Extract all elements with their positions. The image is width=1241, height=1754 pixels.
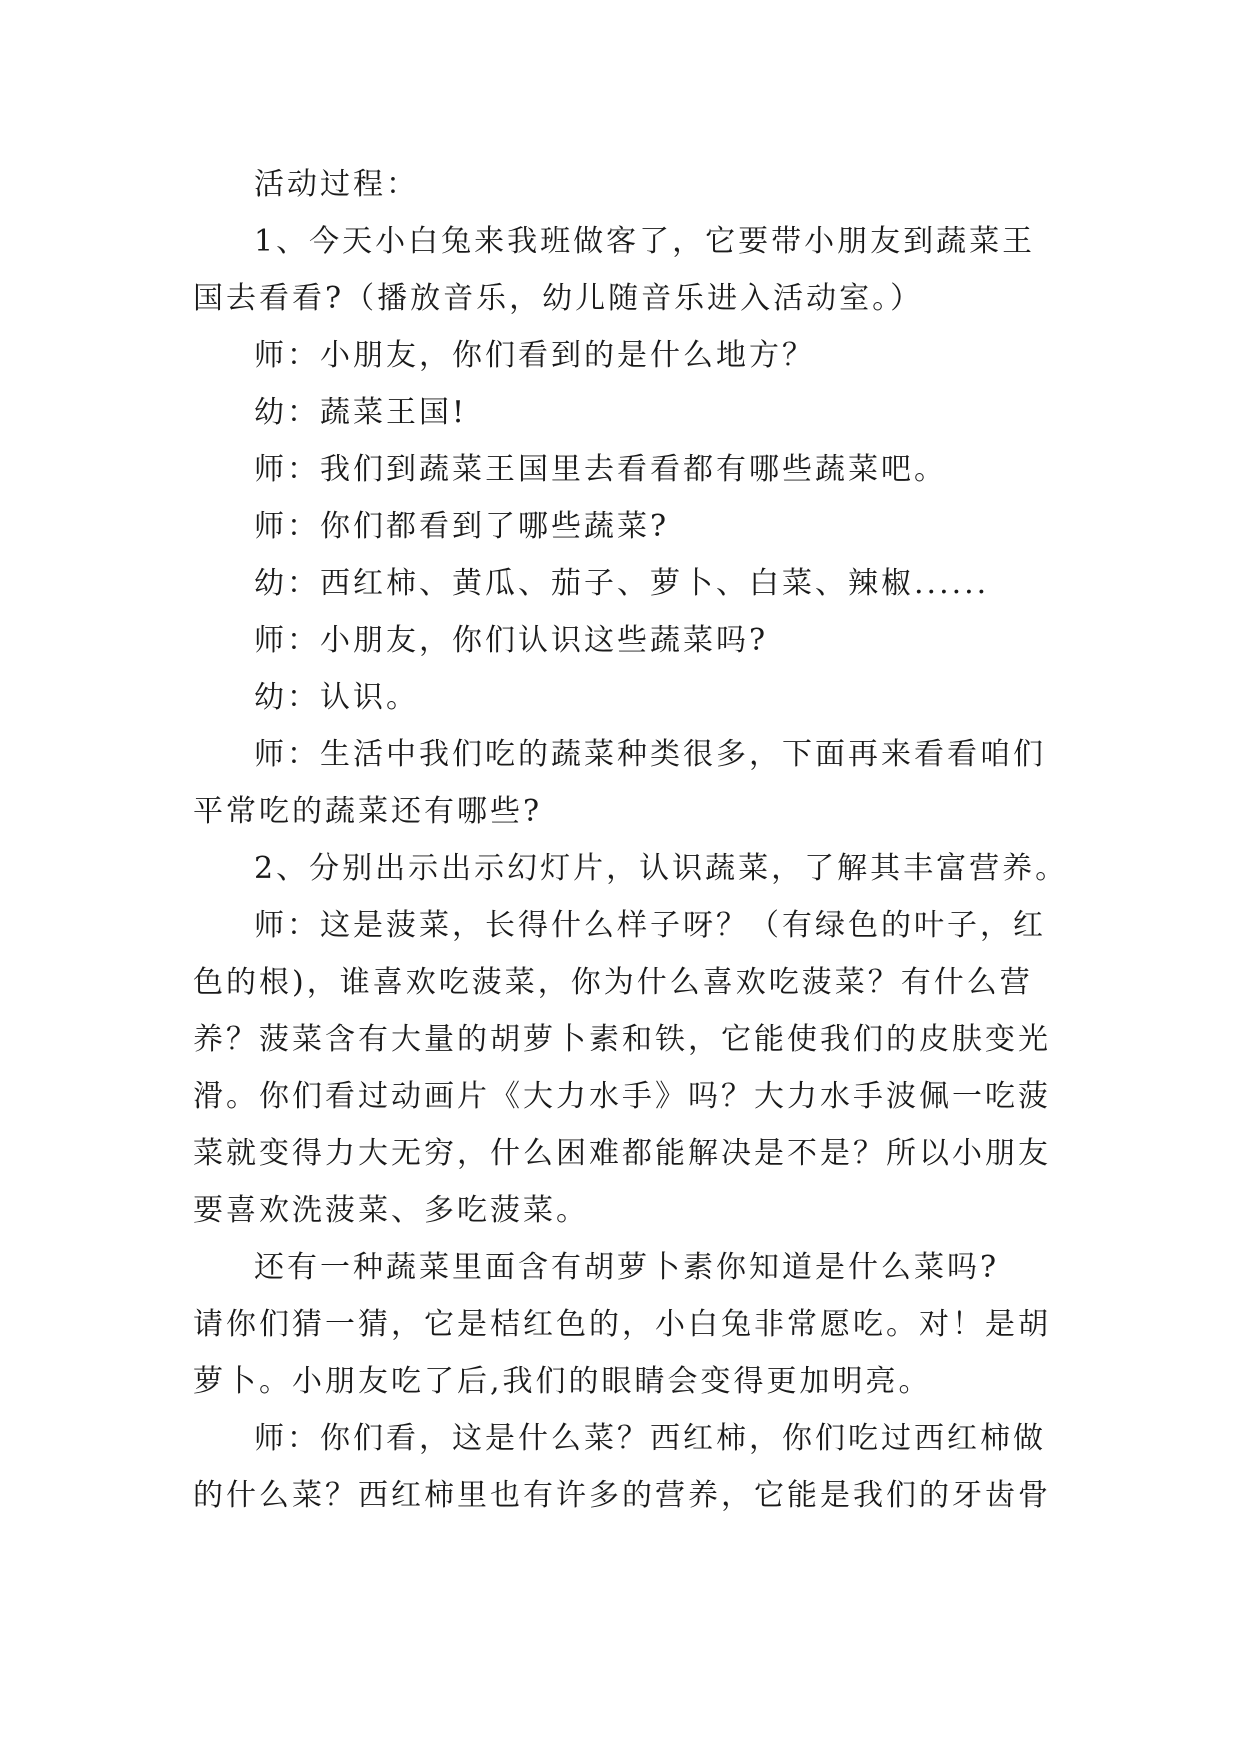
- dialogue-line: 幼：认识。: [254, 680, 419, 715]
- dialogue-line: 师：生活中我们吃的蔬菜种类很多，下面再来看看咱们: [254, 737, 1046, 772]
- paragraph-line: 师：这是菠菜，长得什么样子呀？（有绿色的叶子，红: [254, 908, 1046, 943]
- dialogue-line: 幼：蔬菜王国!: [254, 395, 468, 430]
- dialogue-line: 师：我们到蔬菜王国里去看看都有哪些蔬菜吧。: [254, 452, 947, 487]
- paragraph-line: 滑。你们看过动画片《大力水手》吗？大力水手波佩一吃菠: [193, 1079, 1051, 1114]
- dialogue-line: 师：小朋友，你们认识这些蔬菜吗?: [254, 623, 769, 658]
- paragraph-line: 色的根)，谁喜欢吃菠菜，你为什么喜欢吃菠菜？有什么营: [193, 965, 1033, 1000]
- dialogue-line: 平常吃的蔬菜还有哪些?: [193, 794, 543, 829]
- paragraph-line: 萝卜。小朋友吃了后,我们的眼睛会变得更加明亮。: [193, 1364, 932, 1399]
- paragraph-line: 菜就变得力大无穷，什么困难都能解决是不是？所以小朋友: [193, 1136, 1051, 1171]
- paragraph-line: 养？菠菜含有大量的胡萝卜素和铁，它能使我们的皮肤变光: [193, 1022, 1051, 1057]
- paragraph-line: 1、今天小白兔来我班做客了，它要带小朋友到蔬菜王: [254, 224, 1036, 259]
- paragraph-line: 师：你们看，这是什么菜？西红柿，你们吃过西红柿做: [254, 1421, 1046, 1456]
- paragraph-line: 的什么菜？西红柿里也有许多的营养，它能是我们的牙齿骨: [193, 1478, 1051, 1513]
- section-heading: 活动过程：: [254, 167, 419, 202]
- paragraph-line: 2、分别出示出示幻灯片，认识蔬菜，了解其丰富营养。: [254, 851, 1069, 886]
- dialogue-line: 师：你们都看到了哪些蔬菜?: [254, 509, 670, 544]
- paragraph-line: 请你们猜一猜，它是桔红色的，小白兔非常愿吃。对！是胡: [193, 1307, 1051, 1342]
- paragraph-line: 国去看看?（播放音乐，幼儿随音乐进入活动室。）: [193, 281, 924, 316]
- dialogue-line: 师：小朋友，你们看到的是什么地方？: [254, 338, 815, 373]
- paragraph-line: 还有一种蔬菜里面含有胡萝卜素你知道是什么菜吗?: [254, 1250, 1000, 1285]
- dialogue-line: 幼：西红柿、黄瓜、茄子、萝卜、白菜、辣椒......: [254, 566, 990, 601]
- paragraph-line: 要喜欢洗菠菜、多吃菠菜。: [193, 1193, 589, 1228]
